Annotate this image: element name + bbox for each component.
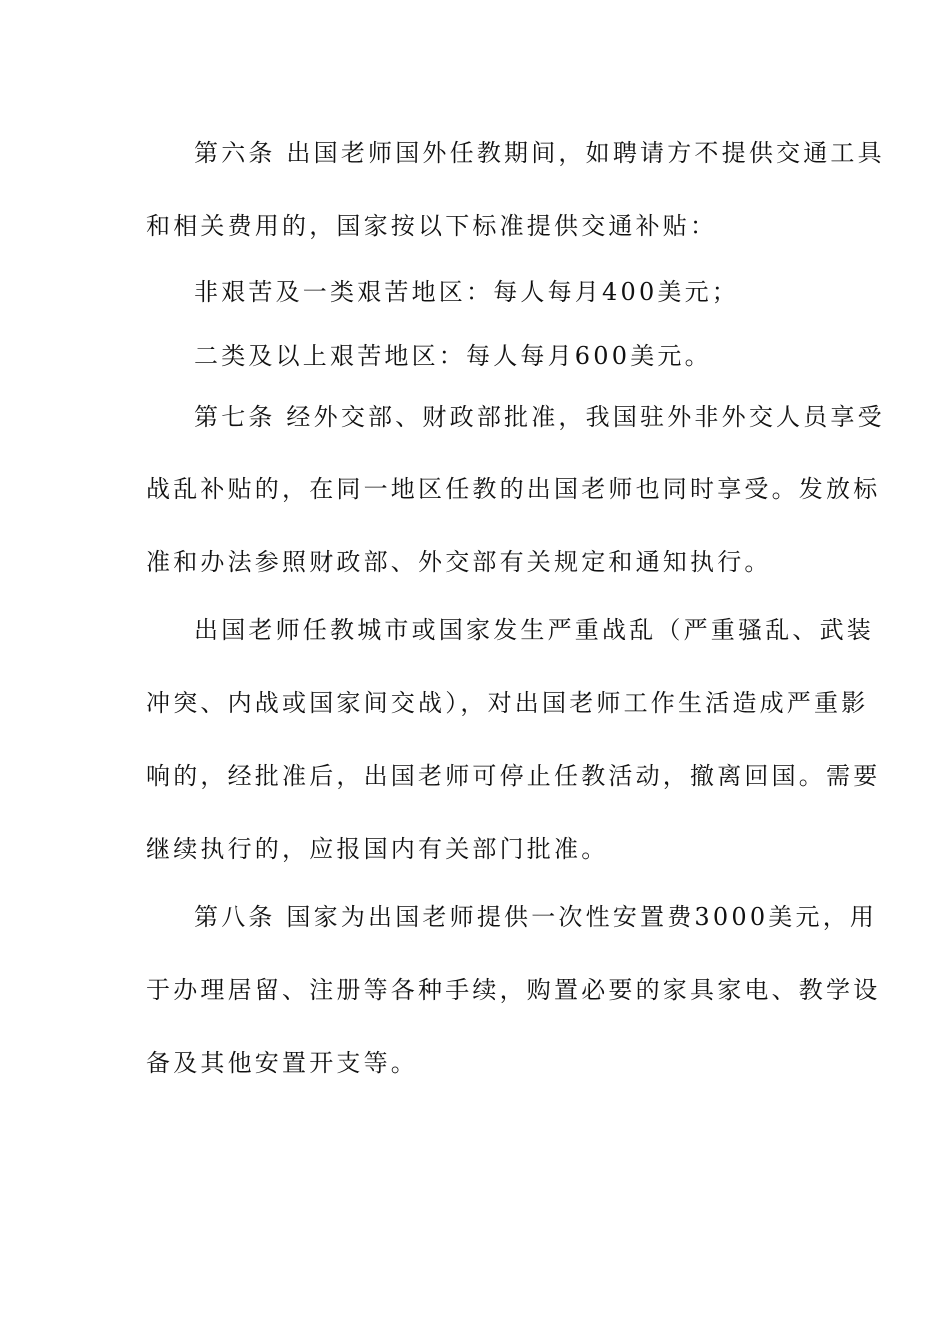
text-line: 和相关费用的，国家按以下标准提供交通补贴： <box>146 212 718 240</box>
text-line: 第七条 经外交部、财政部批准，我国驻外非外交人员享受 <box>194 403 885 431</box>
text-line: 响的，经批准后，出国老师可停止任教活动，撤离回国。需要 <box>146 762 881 790</box>
text-line: 非艰苦及一类艰苦地区：每人每月400美元； <box>194 278 740 306</box>
text-line: 备及其他安置开支等。 <box>146 1049 418 1077</box>
text-line: 出国老师任教城市或国家发生严重战乱（严重骚乱、武装 <box>194 616 874 644</box>
text-line: 准和办法参照财政部、外交部有关规定和通知执行。 <box>146 548 772 576</box>
text-line: 第八条 国家为出国老师提供一次性安置费3000美元，用 <box>194 903 878 931</box>
text-line: 第六条 出国老师国外任教期间，如聘请方不提供交通工具 <box>194 139 885 167</box>
text-line: 二类及以上艰苦地区：每人每月600美元。 <box>194 342 712 370</box>
text-line: 于办理居留、注册等各种手续，购置必要的家具家电、教学设 <box>146 976 881 1004</box>
text-line: 战乱补贴的，在同一地区任教的出国老师也同时享受。发放标 <box>146 475 881 503</box>
text-line: 冲突、内战或国家间交战），对出国老师工作生活造成严重影 <box>146 689 869 717</box>
text-line: 继续执行的，应报国内有关部门批准。 <box>146 835 609 863</box>
